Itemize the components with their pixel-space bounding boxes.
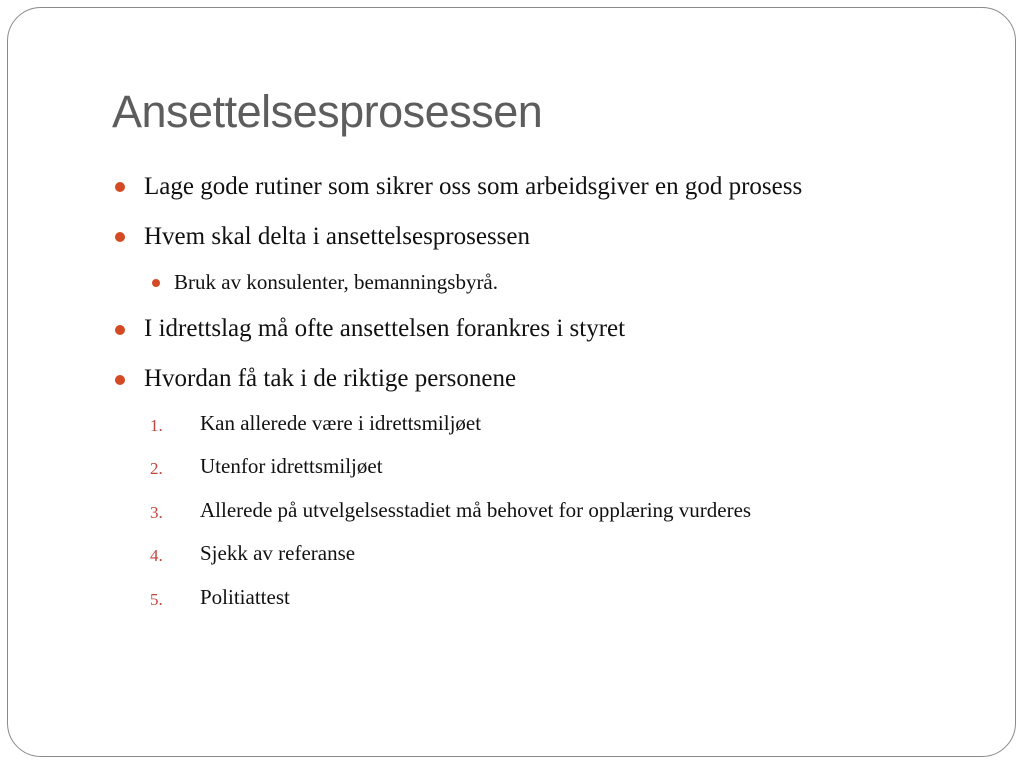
numbered-item: Politiattest bbox=[200, 585, 290, 609]
sub-bullet-item: Bruk av konsulenter, bemanningsbyrå. bbox=[174, 270, 499, 294]
numbered-item: Kan allerede være i idrettsmiljøet bbox=[200, 411, 482, 435]
bullet-dot-icon bbox=[115, 182, 125, 192]
bullet-item: I idrettslag må ofte ansettelsen forankres i styret bbox=[144, 315, 626, 342]
numbered-item: Sjekk av referanse bbox=[200, 541, 356, 565]
slide-title: Ansettelsesprosessen bbox=[112, 86, 543, 137]
list-number: 1. bbox=[150, 416, 163, 435]
list-number: 4. bbox=[150, 546, 163, 565]
bullet-dot-icon bbox=[115, 325, 125, 335]
list-number: 3. bbox=[150, 503, 163, 522]
bullet-item: Lage gode rutiner som sikrer oss som arbeidsgiver en god prosess bbox=[144, 173, 803, 200]
list-number: 2. bbox=[150, 459, 163, 478]
bullet-item: Hvordan få tak i de riktige personene bbox=[144, 365, 517, 392]
list-number: 5. bbox=[150, 590, 163, 609]
bullet-dot-icon bbox=[115, 375, 125, 385]
bullet-item: Hvem skal delta i ansettelsesprosessen bbox=[144, 223, 531, 250]
numbered-item: Allerede på utvelgelsesstadiet må behovet for opplæring vurderes bbox=[200, 498, 752, 522]
numbered-item: Utenfor idrettsmiljøet bbox=[200, 454, 383, 478]
sub-bullet-dot-icon bbox=[152, 279, 160, 287]
bullet-dot-icon bbox=[115, 232, 125, 242]
